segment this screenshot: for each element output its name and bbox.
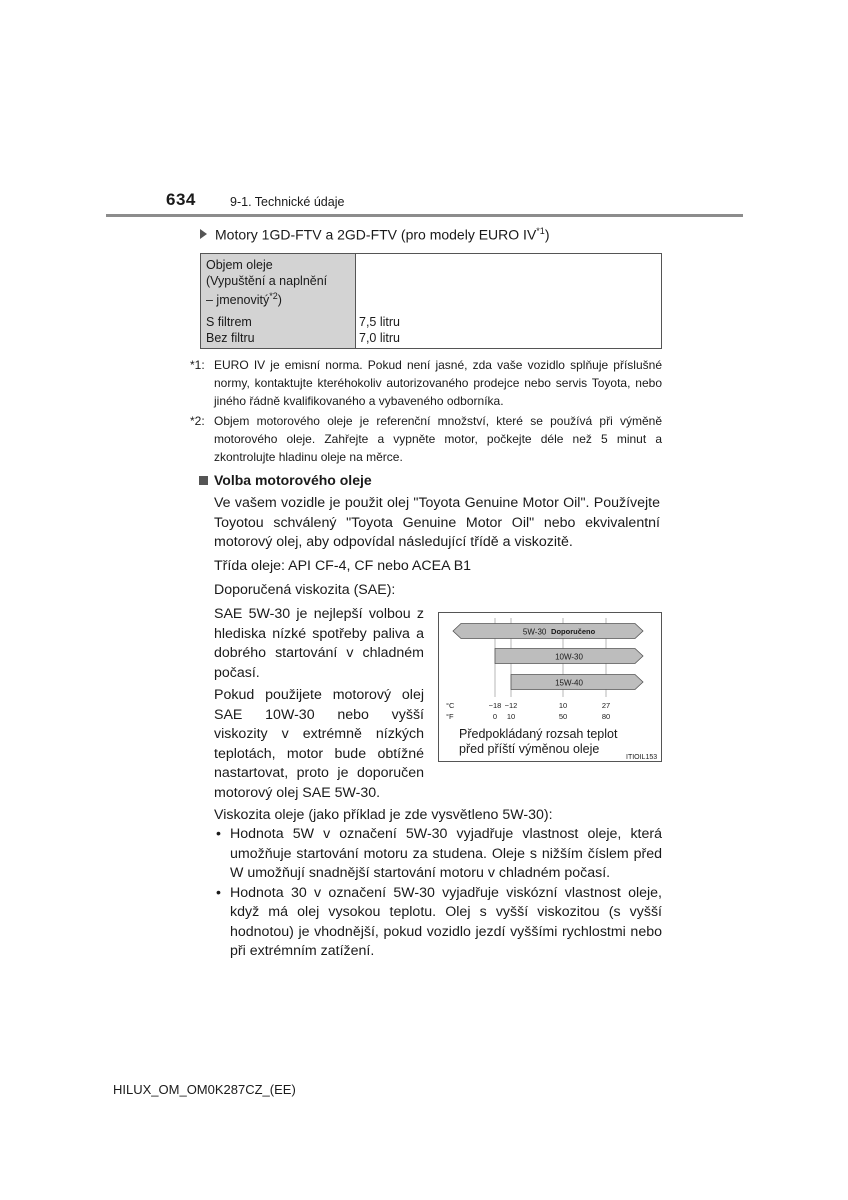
oil-table-row-value: 7,0 litru [359,330,400,345]
oil-selection-heading-text: Volba motorového oleje [214,472,372,488]
document-code: HILUX_OM_OM0K287CZ_(EE) [113,1082,296,1097]
engine-heading-suffix: ) [544,226,550,243]
oil-intro-paragraph: Ve vašem vozidle je použit olej "Toyota Genuine Motor Oil". Používejte Toyotou schválený "Toyota Genuine Motor Oil" nebo ekvivalentní motorový olej, aby odpovídal následující třídě a viskozitě. [214,495,660,550]
celsius-tick-label: −12 [504,701,518,710]
list-item: • Hodnota 5W v označení 5W-30 vyjadřuje vlastnost oleje, která umožňuje startování motoru za studena. Oleje s nižším číslem před W umožňují snadnější startování motoru v chladném počasí. [216,826,662,881]
oil-class: Třída oleje: API CF-4, CF nebo ACEA B1 [214,558,472,574]
recommended-viscosity: Doporučená viskozita (SAE): [214,582,396,598]
chart-caption-line1: Předpokládaný rozsah teplot [459,727,618,741]
oil-table-row-value: 7,5 litru [359,315,400,329]
engine-heading-text: Motory 1GD-FTV a 2GD-FTV (pro modely EURO IV [215,226,537,243]
oil-table-header-line1: Objem oleje [206,258,273,272]
section-title: 9-1. Technické údaje [230,195,345,209]
footnote-mark: *2: [190,414,205,428]
fahrenheit-tick-label: 10 [506,712,516,721]
celsius-tick-label: −18 [488,701,502,710]
list-item: • Hodnota 30 v označení 5W-30 vyjadřuje viskózní vlastnost oleje, když má olej vysokou teplotu. Olej s vyšší viskozitou (s vyšší hodnotou) je vhodnější, pokud vozidlo jezdí vyššími rychlostmi nebo při extrémním zatížení. [216,884,662,959]
square-bullet-icon [199,476,208,485]
celsius-unit: °C [446,701,455,710]
viscosity-bar-label: 10W-30 [555,652,583,662]
oil-selection-heading [199,472,372,488]
triangle-bullet-icon [200,229,207,239]
oil-table-label-column [201,254,356,348]
footnote-mark: *1: [190,358,205,372]
viscosity-bar-label: 15W-40 [555,678,583,688]
footnote-text: EURO IV je emisní norma. Pokud není jasné, zda vaše vozidlo splňuje příslušné normy, kontaktujte kteréhokoliv autorizovaného prodejce nebo servis Toyota, nebo jiného řádně kvalifikovaného a vybaveného odborníka. [214,358,662,408]
oil-table-value-column [356,254,661,348]
engine-heading [200,226,549,243]
fahrenheit-unit: °F [446,712,454,721]
para-5w30: SAE 5W-30 je nejlepší volbou z hlediska nízké spotřeby paliva a dobrého startování v chladném počasí. [214,606,424,681]
viscosity-bar-label: 5W-30 [522,627,547,637]
oil-capacity-table [200,253,662,349]
footnote-mark-1: *1 [536,226,545,236]
chart-caption-line2: před příští výměnou oleje [459,742,600,756]
oil-table-header-line3: – jmenovitý$^{*2}$) [206,291,282,308]
viscosity-bar-5w-30 [453,624,643,639]
celsius-tick-label: 27 [601,701,611,710]
fahrenheit-tick-label: 0 [492,712,498,721]
oil-table-row-label: S filtrem [206,315,252,329]
footnote-2 [190,412,662,466]
fahrenheit-tick-label: 50 [558,712,568,721]
oil-table-header-line2: (Vypuštění a naplnění [206,273,328,288]
viscosity-chart-svg [439,613,661,761]
recommended-label: Doporučeno [551,627,596,636]
figure-code: ITIOIL153 [626,754,658,761]
oil-table-row-label: Bez filtru [206,330,255,345]
viscosity-intro: Viskozita oleje (jako příklad je zde vysvětleno 5W-30): [214,807,553,823]
para-10w30: Pokud použijete motorový olej SAE 10W-30 nebo vyšší viskozity v extrémně nízkých teplotách, motor bude obtížné nastartovat, proto je doporučen motorový olej SAE 5W-30. [214,687,424,801]
footnote-1 [190,356,662,410]
footnote-text: Objem motorového oleje je referenční množství, které se používá při výměně motorového oleje. Zahřejte a vypněte motor, počkejte déle než 5 minut a zkontrolujte hladinu oleje na měrce. [214,414,662,464]
viscosity-bullet-list [214,825,662,962]
page-number: 634 [166,190,196,209]
celsius-tick-label: 10 [558,701,568,710]
fahrenheit-tick-label: 80 [601,712,611,721]
viscosity-chart [438,612,662,762]
header-rule [106,214,743,217]
